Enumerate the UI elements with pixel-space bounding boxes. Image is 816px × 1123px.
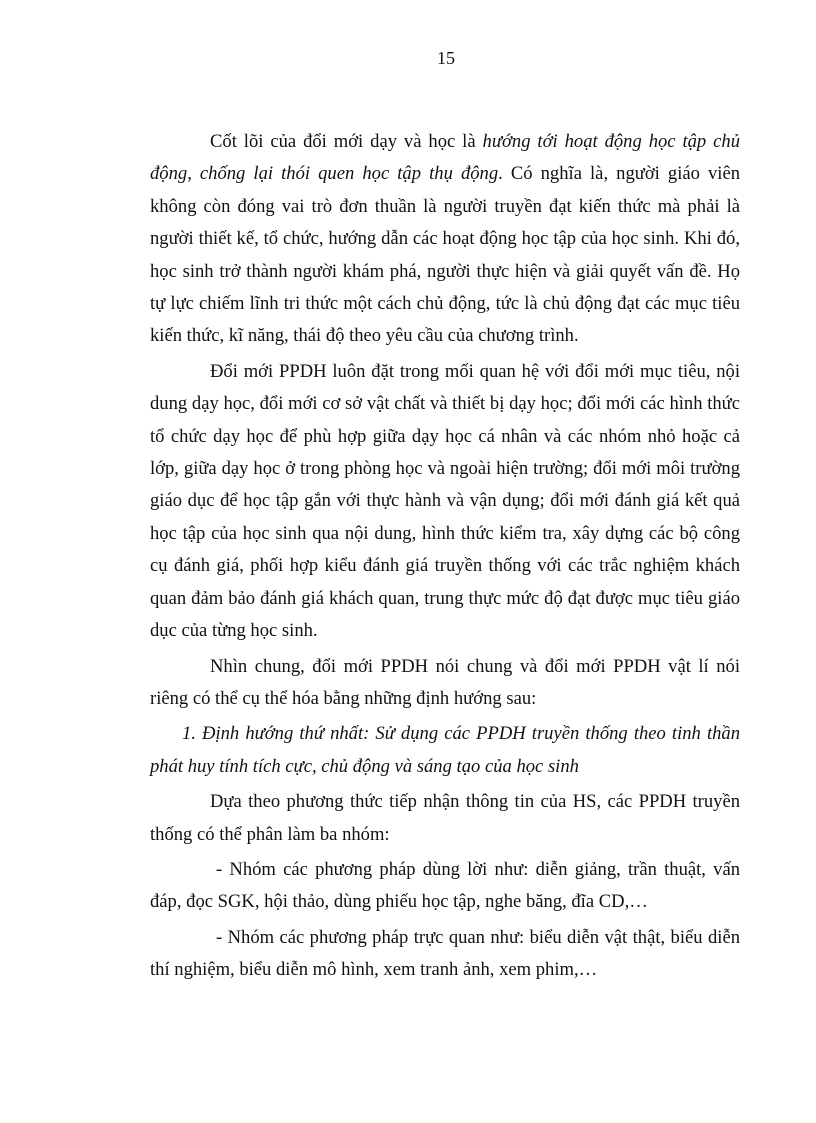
page-body bbox=[150, 126, 740, 987]
paragraph-core-innovation bbox=[150, 126, 740, 353]
emphasized-text: hướng tới hoạt động học tập chủ động, chống lại thói quen học tập thụ động bbox=[150, 131, 740, 185]
paragraph-text: . Có nghĩa là, người giáo viên không còn đóng vai trò đơn thuần là người truyền đạt kiến thức mà phải là người thiết kế, tổ chức, hướng dẫn các hoạt động học tập của học sinh. Khi đó, học sinh trở thành người khám phá, người thực hiện và giải quyết vấn đề. Họ tự lực chiếm lĩnh tri thức một cách chủ động, tức là chủ động đạt các mục tiêu kiến thức, kĩ năng, thái độ theo yêu cầu của chương trình. bbox=[150, 163, 741, 347]
list-item-verbal-methods: - Nhóm các phương pháp dùng lời như: diễn giảng, trần thuật, vấn đáp, đọc SGK, hội thảo, dùng phiếu học tập, nghe băng, đĩa CD,… bbox=[150, 858, 740, 913]
list-item-visual-methods: - Nhóm các phương pháp trực quan như: biểu diễn vật thật, biểu diễn thí nghiệm, biểu diễn mô hình, xem tranh ảnh, xem phim,… bbox=[150, 926, 740, 981]
page-number: 15 bbox=[437, 48, 455, 68]
paragraph-summary: Nhìn chung, đổi mới PPDH nói chung và đổi mới PPDH vật lí nói riêng có thể cụ thể hóa bằng những định hướng sau: bbox=[150, 655, 740, 709]
paragraph-ppdh-innovation: Đổi mới PPDH luôn đặt trong mối quan hệ với đổi mới mục tiêu, nội dung dạy học, đổi mới cơ sở vật chất và thiết bị dạy học; đổi mới các hình thức tổ chức dạy học để phù hợp giữa dạy học cá nhân và các nhóm nhỏ hoặc cả lớp, giữa dạy học ở trong phòng học và ngoài hiện trường; đổi mới môi trường giáo dục để học tập gắn với thực hành và vận dụng; đổi mới đánh giá kết quả học tập của học sinh qua nội dung, hình thức kiểm tra, xây dựng các bộ công cụ đánh giá, phối hợp kiểu đánh giá truyền thống với các trắc nghiệm khách quan đảm bảo đánh giá khách quan, trung thực mức độ đạt được mục tiêu giáo dục của từng học sinh. bbox=[150, 360, 740, 642]
orientation-heading: 1. Định hướng thứ nhất: Sử dụng các PPDH truyền thống theo tinh thần phát huy tính tích cực, chủ động và sáng tạo của học sinh bbox=[150, 723, 740, 777]
paragraph-text: Cốt lõi của đổi mới dạy và học là bbox=[210, 131, 483, 152]
paragraph-method-groups: Dựa theo phương thức tiếp nhận thông tin của HS, các PPDH truyền thống có thể phân làm ba nhóm: bbox=[150, 791, 740, 845]
